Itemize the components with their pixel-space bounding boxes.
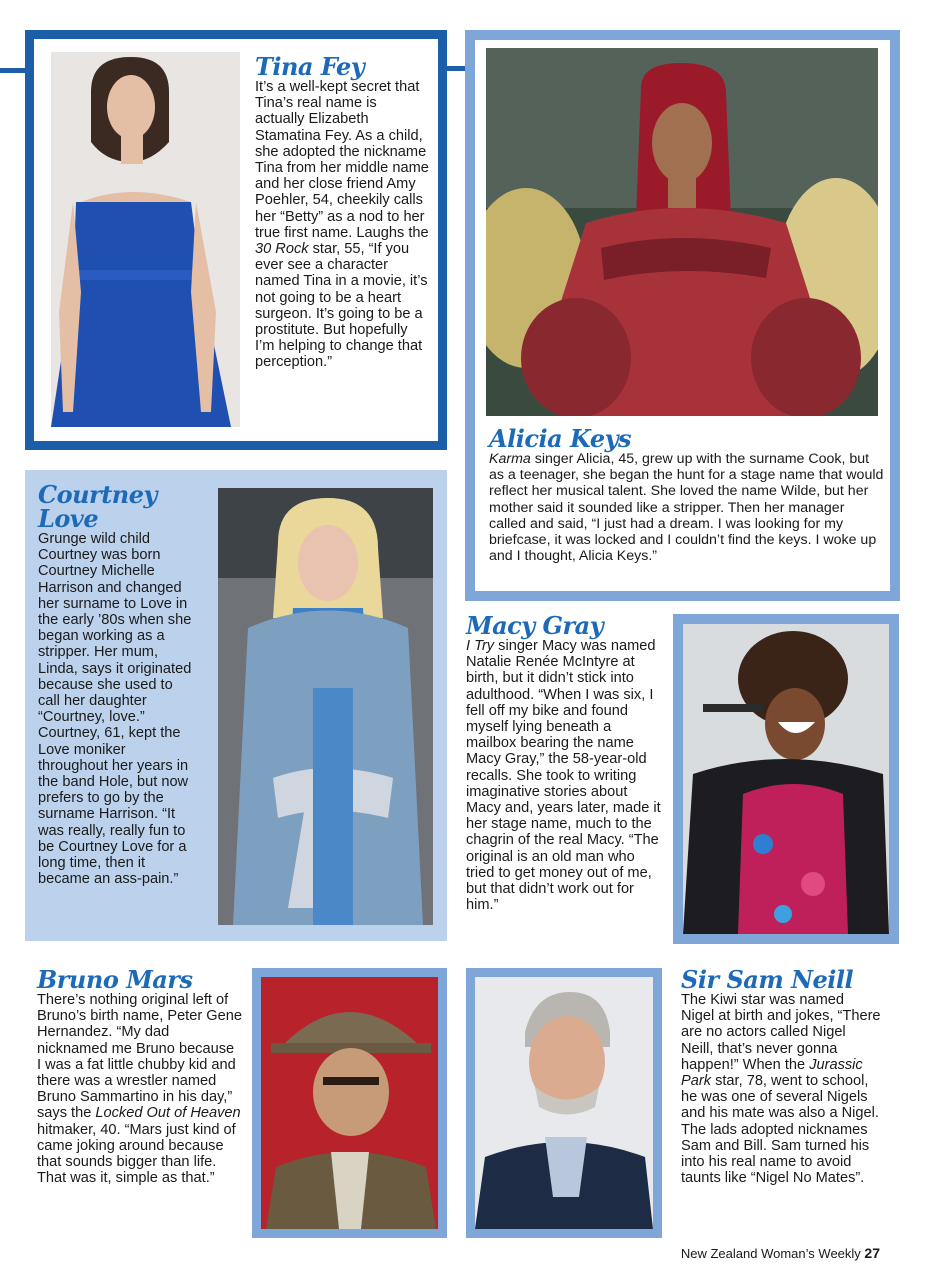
courtney-name: Courtney Love (38, 480, 157, 533)
sam-text (681, 965, 881, 1187)
sam-neill-photo (475, 977, 653, 1229)
tina-text (255, 52, 430, 371)
macy-gray-photo (683, 624, 889, 934)
page-number: 27 (864, 1245, 880, 1261)
alicia-name: Alicia Keys (489, 424, 632, 453)
bruno-name: Bruno Mars (37, 965, 193, 994)
macy-name: Macy Gray (466, 611, 604, 640)
tina-fey-photo (51, 52, 240, 427)
bruno-body: There’s nothing original left of Bruno’s birth name, Peter Gene Hernandez. “My dad nicknamed me Bruno because I was a fat little chubby kid and there was a wrestler named Bruno Sammartino in his day,” says the Locked Out of Heaven hitmaker, 40. “Mars just kind of came joking around because that sounds bigger than life. That was it, simple as that.” (37, 992, 242, 1187)
sam-body: The Kiwi star was named Nigel at birth and jokes, “There are no actors called Nigel Neill, that’s never gonna happen!” When the Jurassic Park star, 78, went to school, he was one of several Nigels and his mate was also a Nigel. The lads adopted nicknames Sam and Bill. Sam turned his into his real name to avoid taunts like “Nigel No Mates”. (681, 992, 881, 1187)
bruno-text (37, 965, 242, 1187)
sam-name: Sir Sam Neill (681, 965, 854, 994)
courtney-body: Grunge wild child Courtney was born Courtney Michelle Harrison and changed her surname to Love in the early ’80s when she began working as a stripper. Her mum, Linda, says it originated because she used to call her daughter “Courtney, love.” Courtney, 61, kept the Love moniker throughout her years in the band Hole, but now prefers to go by the surname Harrison. “It was really, really fun to be Courtney Love for a long time, then it became an ass-pain.” (38, 531, 192, 888)
alicia-keys-photo (486, 48, 878, 416)
macy-text (466, 611, 662, 914)
tina-body: It’s a well-kept secret that Tina’s real name is actually Elizabeth Stamatina Fey. As a child, she adopted the nickname Tina from her middle name and her close friend Amy Poehler, 54, cheekily calls her “Betty” as a nod to her true first name. Laughs the 30 Rock star, 55, “If you ever see a character named Tina in a movie, it’s not going to be a heart surgeon. It’s going to be a prostitute. But hopefully I’m helping to change that perception.” (255, 79, 429, 371)
courtney-love-photo (218, 488, 433, 925)
alicia-text (489, 424, 884, 565)
page-footer (681, 1245, 880, 1261)
bruno-mars-photo (261, 977, 438, 1229)
alicia-accent-line (447, 66, 467, 71)
publication-name: New Zealand Woman’s Weekly (680, 1246, 861, 1261)
courtney-text (38, 480, 198, 888)
alicia-body: Karma singer Alicia, 45, grew up with the surname Cook, but as a teenager, she began the hunt for a stage name that would reflect her musical talent. She loved the name Wilde, but her mother said it sounded like a stripper. Then her manager called and said, “I just had a dream. I was looking for my briefcase, it was locked and I couldn’t find the keys. I woke up and I thought, Alicia Keys.” (489, 451, 884, 565)
tina-name: Tina Fey (255, 52, 365, 81)
macy-body: I Try singer Macy was named Natalie Renée McIntyre at birth, but it didn’t stick into adulthood. “When I was six, I fell off my bike and found myself lying beneath a mailbox bearing the name Macy Gray,” the 58-year-old recalls. She took to writing imaginative stories about Macy and, years later, made it her stage name, much to the chagrin of the real Macy. “The original is an old man who tried to get money out of me, but that didn’t work out for him.” (466, 638, 661, 914)
